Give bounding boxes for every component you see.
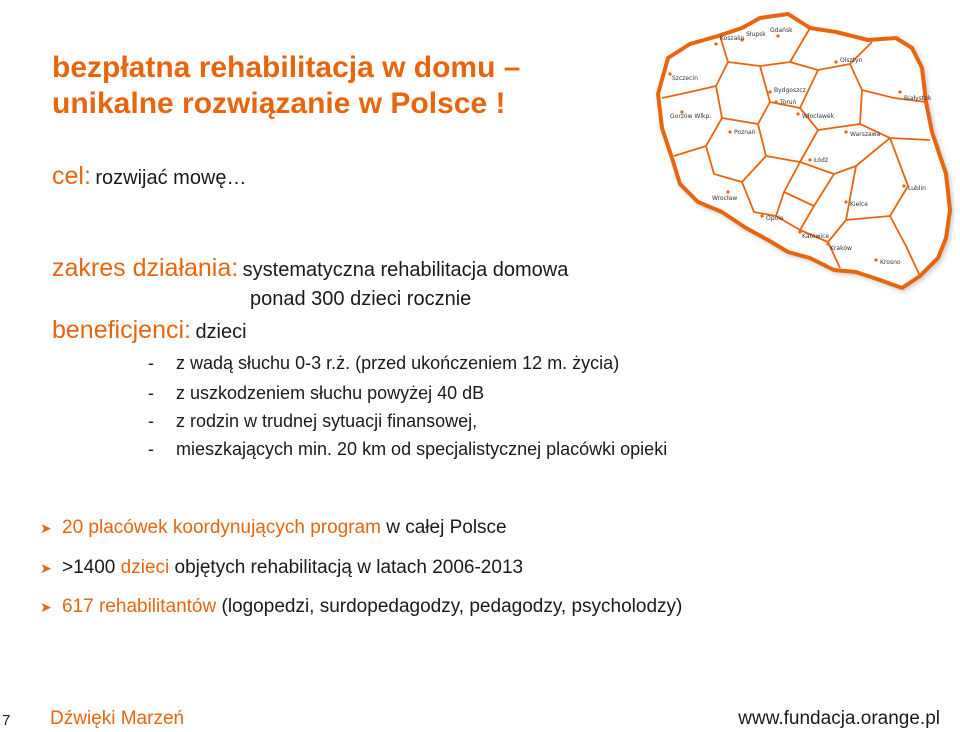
fact-item: ➤ 20 placówek koordynujących program w całej Polsce xyxy=(40,517,507,538)
fact-item: ➤ >1400 dzieci objętych rehabilitacją w latach 2006-2013 xyxy=(40,557,524,578)
scope-label: zakres działania: xyxy=(52,254,239,282)
svg-text:Bydgoszcz: Bydgoszcz xyxy=(774,87,806,94)
list-item: - z rodzin w trudnej sytuacji finansowej, xyxy=(148,411,478,431)
svg-text:Kielce: Kielce xyxy=(850,201,868,208)
list-item: - mieszkających min. 20 km od specjalistycznej placówki opieki xyxy=(148,439,668,459)
goal-label: cel: xyxy=(52,162,91,190)
svg-text:Katowice: Katowice xyxy=(802,233,830,240)
footer-url[interactable]: www.fundacja.orange.pl xyxy=(738,708,940,729)
list-item: - z uszkodzeniem słuchu powyżej 40 dB xyxy=(148,383,485,403)
scope-line2: ponad 300 dzieci rocznie xyxy=(250,288,472,310)
svg-text:Gorzów Wlkp.: Gorzów Wlkp. xyxy=(670,113,712,120)
svg-text:Olsztyn: Olsztyn xyxy=(840,57,863,64)
poland-map xyxy=(650,6,955,296)
svg-text:Białystok: Białystok xyxy=(904,95,932,102)
beneficiaries-row xyxy=(52,316,247,345)
svg-text:Gdańsk: Gdańsk xyxy=(770,27,793,34)
svg-text:Koszalin: Koszalin xyxy=(720,35,745,42)
svg-text:Poznań: Poznań xyxy=(734,129,756,136)
svg-text:Warszawa: Warszawa xyxy=(850,131,881,138)
svg-text:Lublin: Lublin xyxy=(908,185,926,192)
scope-row xyxy=(52,254,568,283)
list-item: - z wadą słuchu 0-3 r.ż. (przed ukończeniem 12 m. życia) xyxy=(148,353,620,373)
goal-text: rozwijać mowę… xyxy=(95,167,247,189)
brand-name: Dźwięki Marzeń xyxy=(50,708,185,729)
svg-text:Wrocław: Wrocław xyxy=(712,195,738,202)
scope-line1: systematyczna rehabilitacja domowa xyxy=(242,259,569,281)
svg-text:Szczecin: Szczecin xyxy=(672,75,698,82)
beneficiaries-label: beneficjenci: xyxy=(52,316,191,344)
svg-text:Łódź: Łódź xyxy=(814,157,829,164)
svg-text:Słupsk: Słupsk xyxy=(746,31,766,38)
beneficiaries-text: dzieci xyxy=(195,321,247,343)
svg-text:Kraków: Kraków xyxy=(830,245,852,252)
arrow-bullet-icon: ➤ xyxy=(40,599,52,615)
svg-text:Krosno: Krosno xyxy=(880,259,901,266)
slide-title-line1: bezpłatna rehabilitacja w domu – xyxy=(52,51,521,84)
slide-title-line2: unikalne rozwiązanie w Polsce ! xyxy=(52,87,506,120)
arrow-bullet-icon: ➤ xyxy=(40,560,52,576)
svg-text:Włocławek: Włocławek xyxy=(802,113,835,120)
svg-text:Opole: Opole xyxy=(766,215,784,222)
fact-item: ➤ 617 rehabilitantów (logopedzi, surdopedagodzy, pedagodzy, psycholodzy) xyxy=(40,596,683,617)
page-number: 7 xyxy=(2,712,11,729)
svg-text:Toruń: Toruń xyxy=(780,99,797,106)
arrow-bullet-icon: ➤ xyxy=(40,520,52,536)
goal-row xyxy=(52,162,247,191)
